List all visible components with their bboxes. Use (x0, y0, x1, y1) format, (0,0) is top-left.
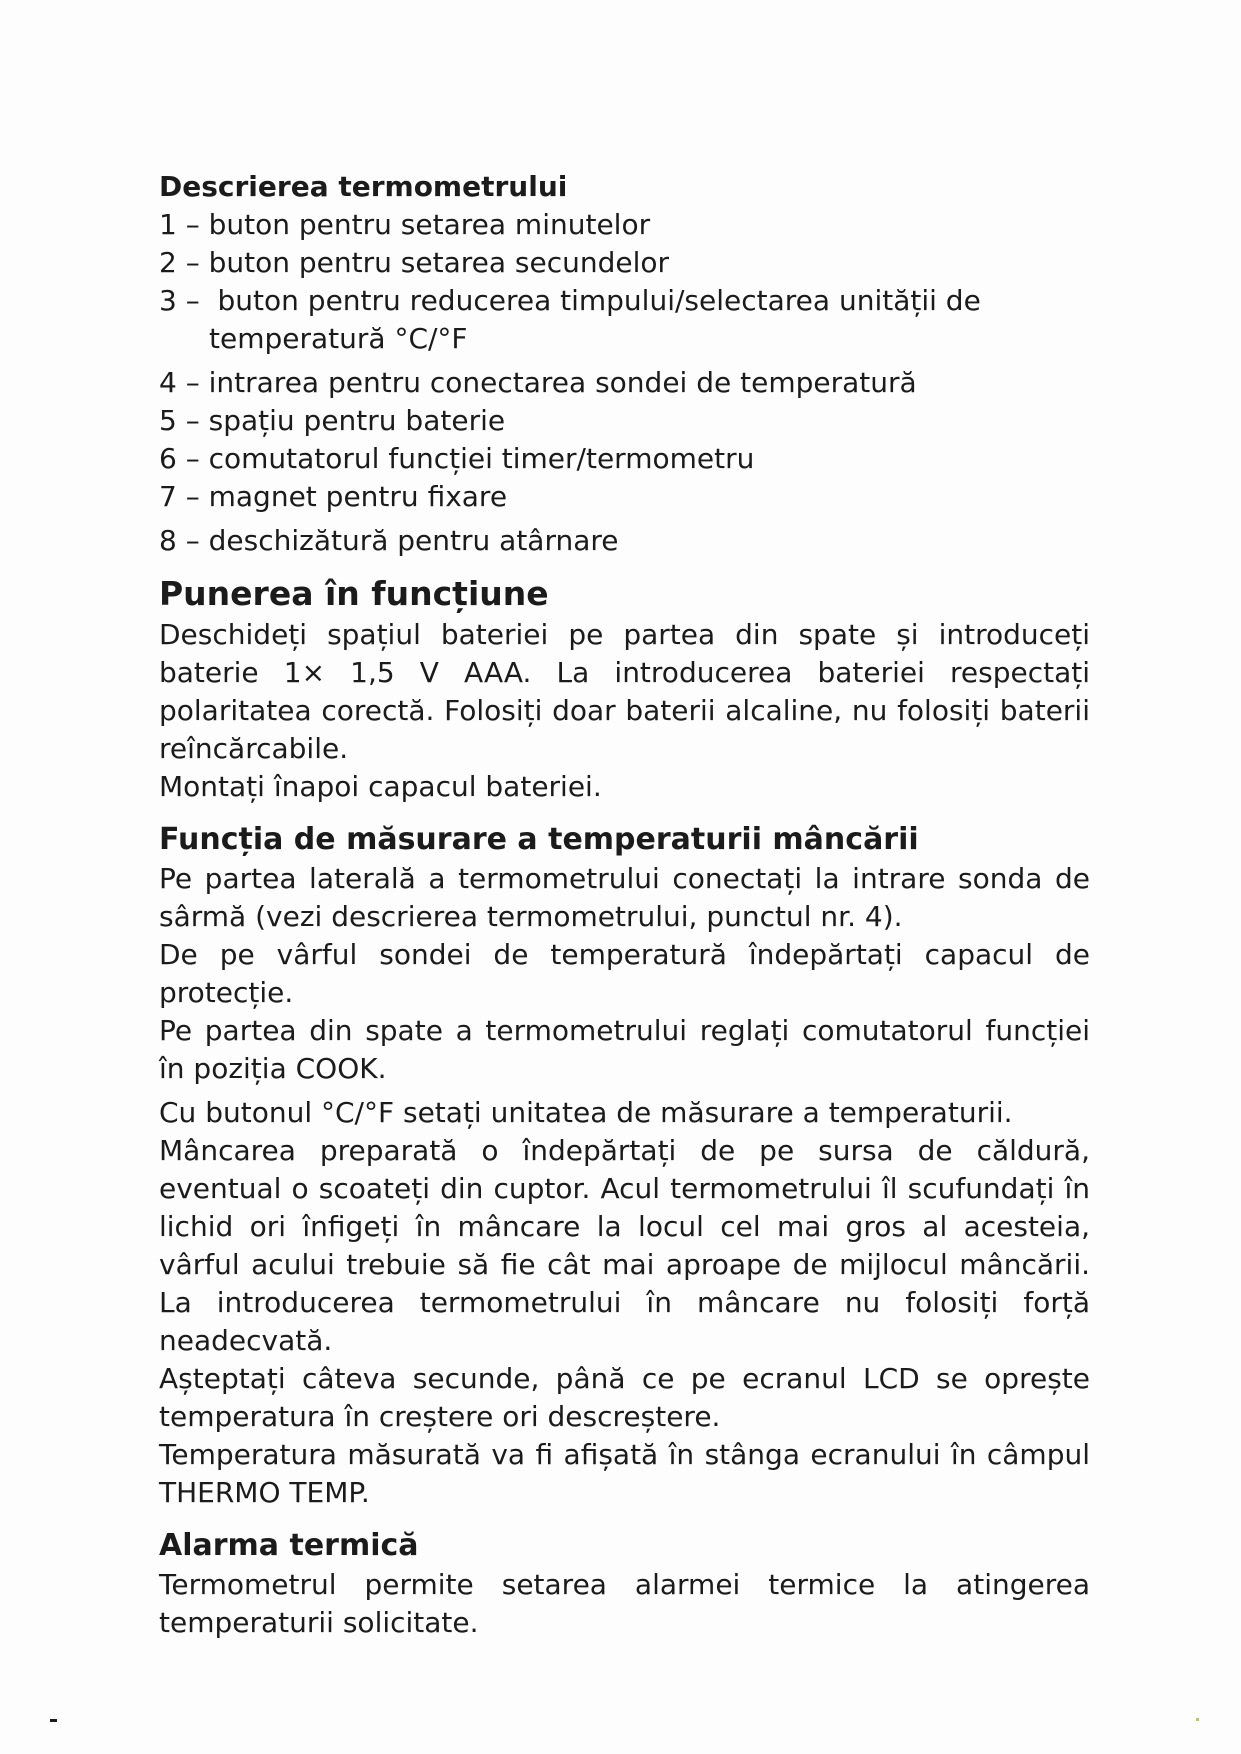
paragraph: Pe partea laterală a termometrului conectați la intrare sonda de sârmă (vezi descrierea termometrului, punctul nr. 4). (159, 862, 1090, 933)
paragraph: Deschideți spațiul bateriei pe partea din spate și introduceți baterie 1× 1,5 V AAA. La introducerea bateriei respectați polaritatea corectă. Folosiți doar baterii alcaline, nu folosiți baterii reîncărcabile. (159, 618, 1090, 765)
list-item: 3 – buton pentru reducerea timpului/selectarea unității de temperatură °C/°F (159, 284, 981, 355)
list-item: 7 – magnet pentru fixare (159, 480, 508, 513)
list-item: 6 – comutatorul funcției timer/termometru (159, 442, 755, 475)
paragraph: Mâncarea preparată o îndepărtați de pe sursa de căldură, eventual o scoateți din cuptor. Acul termometrului îl scufundați în lichid ori înfigeți în mâncare la locul cel mai gros al acesteia, vârful acului trebuie să fie cât mai aproape de mijlocul mâncării. La introducerea termometrului în mâncare nu folosiți forță neadecvată. (159, 1134, 1090, 1357)
section-title-alarm: Alarma termică (159, 1528, 419, 1563)
list-item: 5 – spațiu pentru baterie (159, 404, 506, 437)
paragraph: Montați înapoi capacul bateriei. (159, 770, 602, 803)
paragraph: Temperatura măsurată va fi afișată în stânga ecranului în câmpul THERMO TEMP. (159, 1438, 1090, 1509)
list-item: 1 – buton pentru setarea minutelor (159, 208, 651, 241)
paragraph: Pe partea din spate a termometrului reglați comutatorul funcției în poziția COOK. (159, 1014, 1090, 1085)
paragraph: Termometrul permite setarea alarmei termice la atingerea temperaturii solicitate. (159, 1568, 1090, 1639)
paragraph: Cu butonul °C/°F setați unitatea de măsurare a temperaturii. (159, 1096, 1013, 1129)
section-title-description: Descrierea termometrului (159, 170, 568, 203)
list-item: 8 – deschizătură pentru atârnare (159, 524, 619, 557)
section-title-startup: Punerea în funcțiune (159, 574, 549, 613)
crop-mark (50, 1719, 57, 1722)
paragraph: De pe vârful sondei de temperatură îndepărtați capacul de protecție. (159, 938, 1090, 1009)
document-page (159, 168, 1090, 1642)
thermometer-parts-list (159, 206, 1090, 560)
section-title-food-temperature: Funcția de măsurare a temperaturii mâncării (159, 822, 919, 857)
list-item: 4 – intrarea pentru conectarea sondei de temperatură (159, 366, 917, 399)
list-item: 2 – buton pentru setarea secundelor (159, 246, 670, 279)
crop-mark (1196, 1718, 1199, 1721)
paragraph: Așteptați câteva secunde, până ce pe ecranul LCD se oprește temperatura în creștere ori descreștere. (159, 1362, 1090, 1433)
